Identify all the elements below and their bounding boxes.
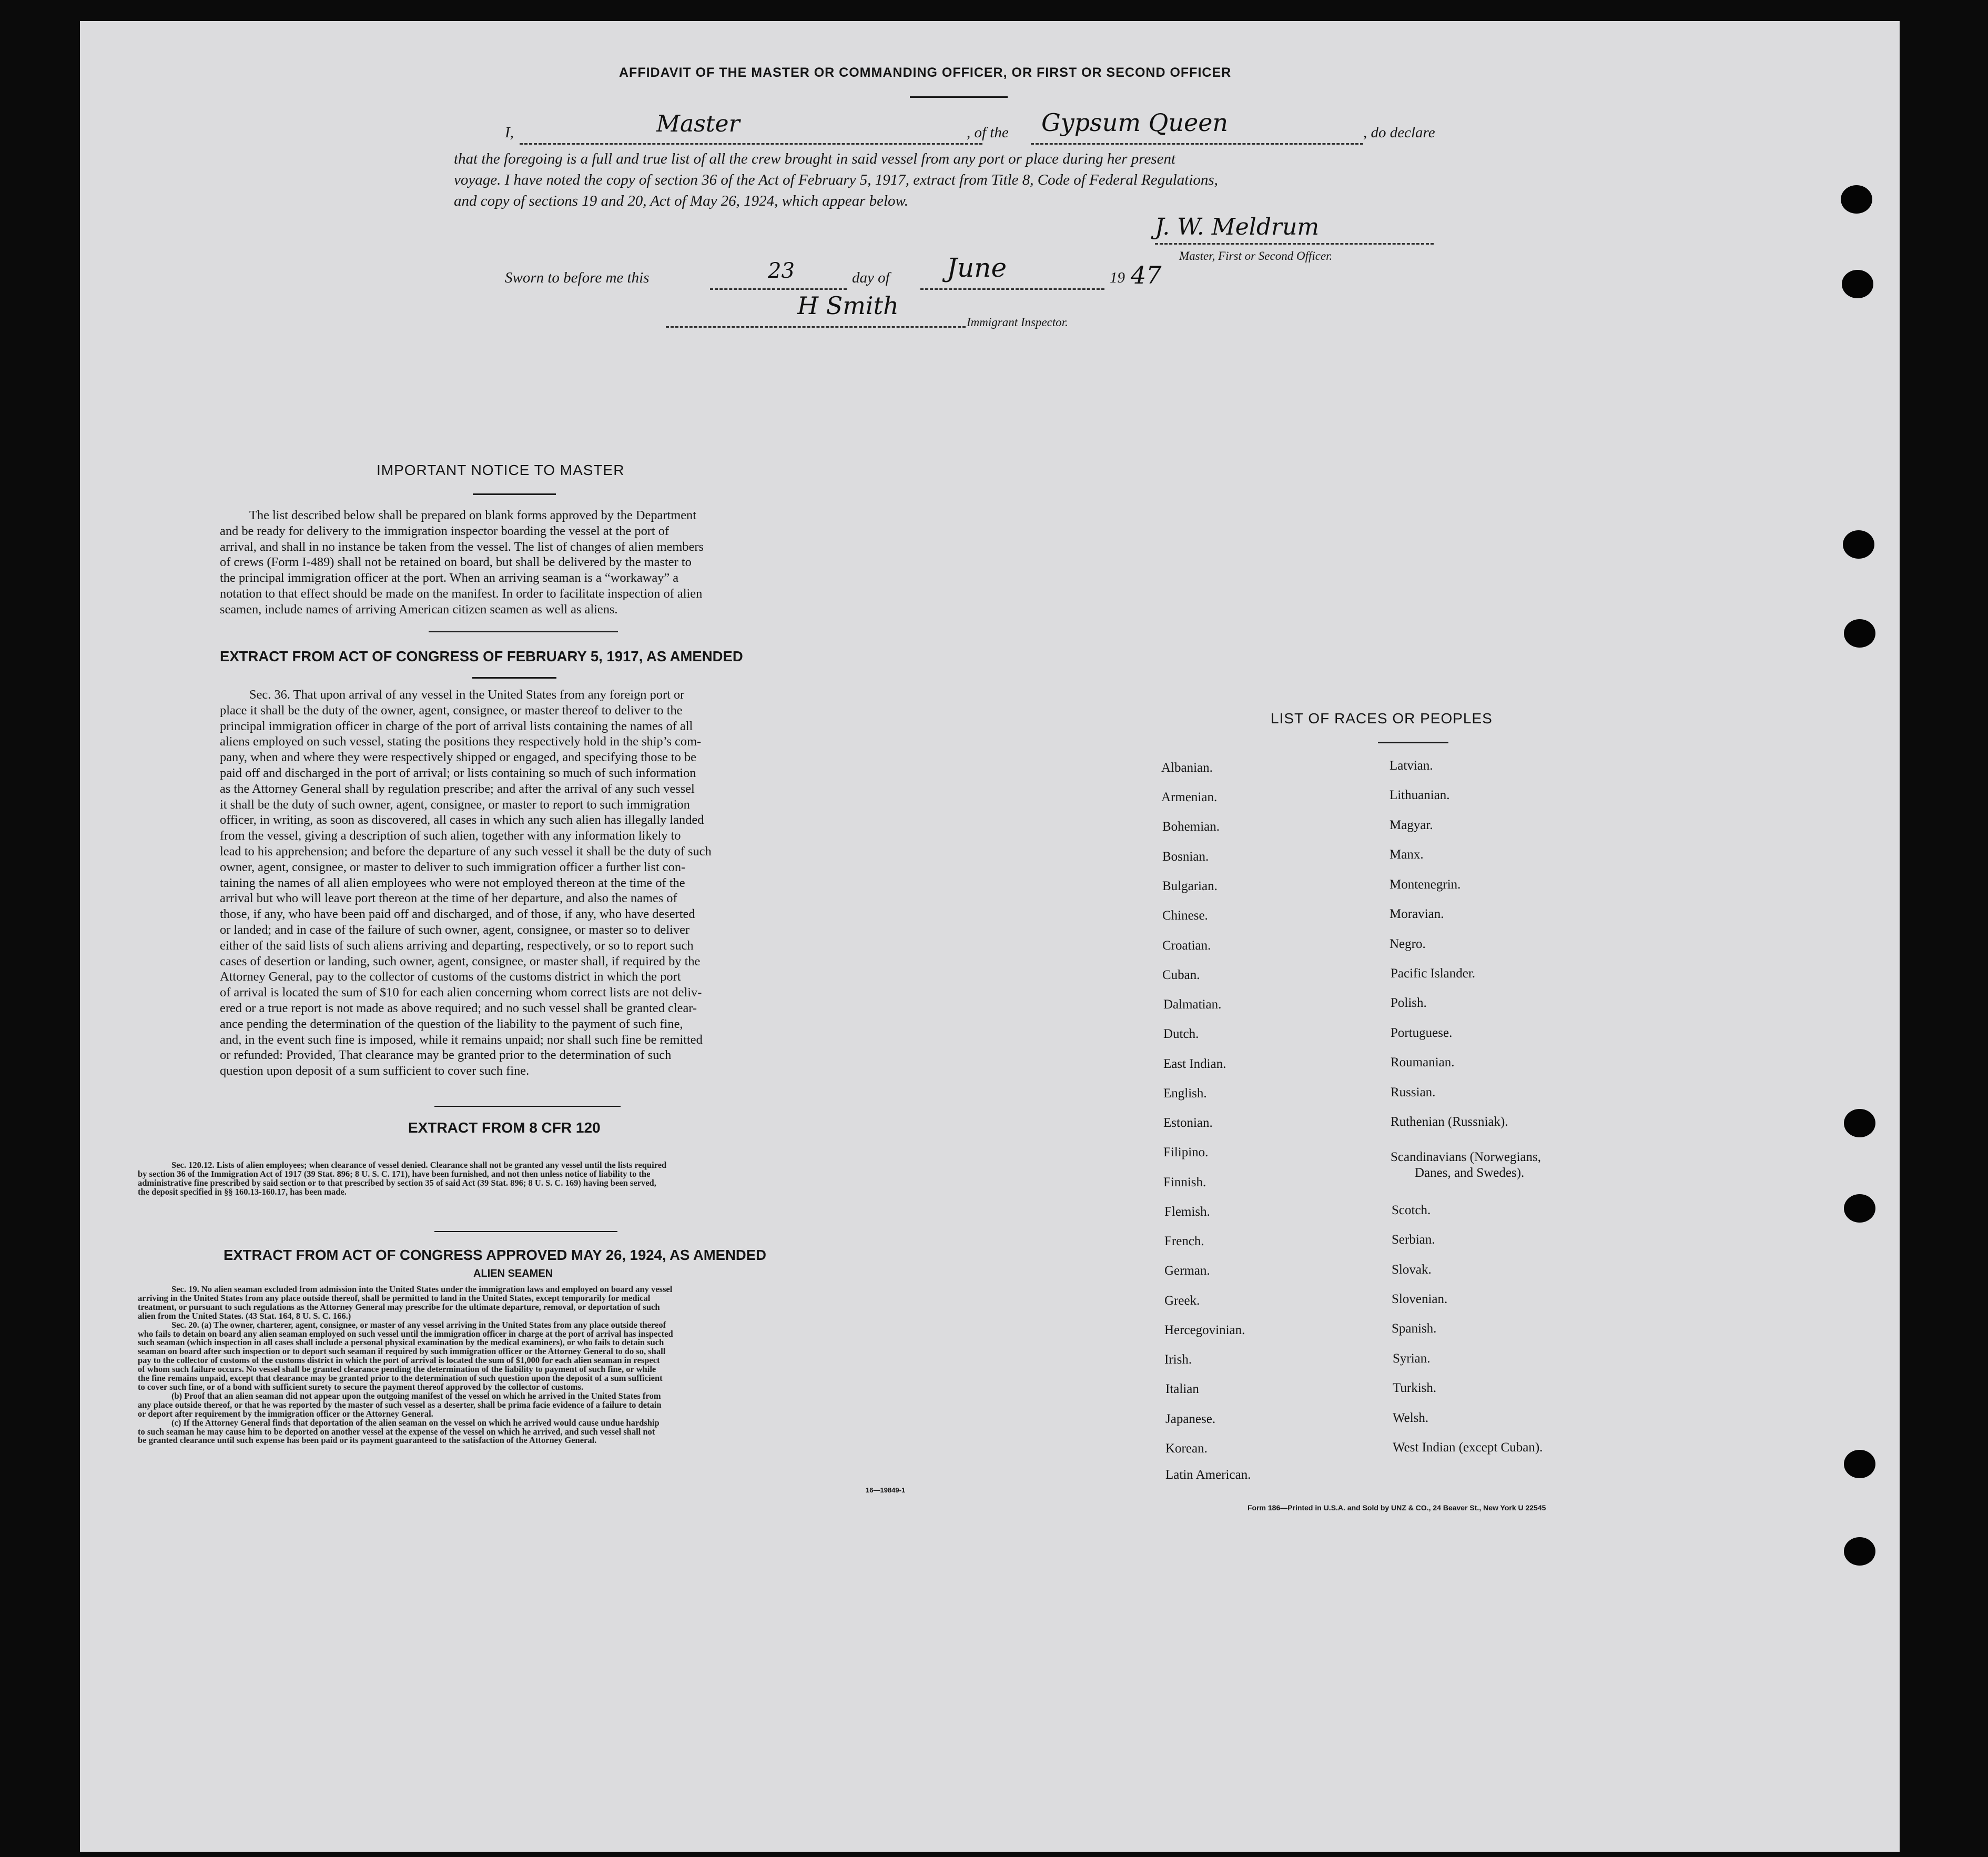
- race-scandinavians: Scandinavians (Norwegians,: [1391, 1150, 1541, 1164]
- race-portuguese: Portuguese.: [1391, 1026, 1453, 1040]
- sworn-prefix: Sworn to before me this: [505, 269, 650, 286]
- section-36-line: arrival but who will leave port thereon at the time of her departure, and also the names of: [220, 891, 677, 906]
- race-syrian: Syrian.: [1393, 1351, 1431, 1366]
- punch-hole-5: [1844, 1109, 1875, 1137]
- extract-1924-subheading: ALIEN SEAMEN: [473, 1268, 553, 1279]
- do-declare-label: , do declare: [1363, 124, 1435, 141]
- race-flemish: Flemish.: [1164, 1205, 1210, 1219]
- section-36-line: either of the said lists of such aliens arriving and departing, respectively, or so to report such: [220, 938, 694, 953]
- notice-line: and be ready for delivery to the immigration inspector boarding the vessel at the port of: [220, 523, 670, 538]
- race-montenegrin: Montenegrin.: [1389, 877, 1461, 892]
- race-slovak: Slovak.: [1392, 1263, 1432, 1277]
- race-moravian: Moravian.: [1389, 907, 1444, 921]
- inspector-signature: H Smith: [797, 291, 899, 320]
- section-36-line: as the Attorney General shall by regulation prescribe; and after the arrival of any such vessel: [220, 781, 695, 796]
- notice-body: [220, 508, 828, 618]
- affidavit-line1: [505, 108, 1467, 147]
- race-estonian: Estonian.: [1163, 1116, 1213, 1130]
- affidavit-body-line3: voyage. I have noted the copy of section 36 of the Act of February 5, 1917, extract from Title 8, Code of Federal Regulations,: [454, 171, 1218, 188]
- form-footer: Form 186—Printed in U.S.A. and Sold by UNZ & CO., 24 Beaver St., New York U 22545: [1247, 1503, 1546, 1512]
- extract-1917-heading: EXTRACT FROM ACT OF CONGRESS OF FEBRUARY 5, 1917, AS AMENDED: [220, 648, 743, 664]
- race-spanish: Spanish.: [1392, 1321, 1437, 1336]
- section-36-line: or landed; and in case of the failure of such owner, agent, consignee, or master so to deliver: [220, 922, 690, 937]
- print-code: 16—19849-1: [866, 1486, 906, 1494]
- notice-heading-underline: [473, 493, 556, 495]
- race-croatian: Croatian.: [1162, 938, 1211, 953]
- race-dutch: Dutch.: [1163, 1027, 1199, 1041]
- section-36-line: paid off and discharged in the port of arrival; or lists containing so much of such information: [220, 765, 696, 780]
- signature-caption: Master, First or Second Officer.: [1179, 249, 1333, 263]
- race-filipino: Filipino.: [1163, 1145, 1209, 1159]
- race-korean: Korean.: [1165, 1441, 1208, 1456]
- race-slovenian: Slovenian.: [1392, 1292, 1448, 1306]
- punch-hole-2: [1842, 270, 1873, 298]
- sworn-day-field: [710, 259, 847, 290]
- cfr-line: the deposit specified in §§ 160.13-160.17, has been made.: [138, 1186, 347, 1197]
- master-field: [520, 110, 982, 145]
- master-signature-line: [1155, 214, 1434, 245]
- race-irish: Irish.: [1164, 1353, 1192, 1367]
- sec-20c-line: be granted clearance until such expense has been paid or its payment guaranteed to the satisfaction of the Attorney General.: [138, 1435, 597, 1446]
- section-36-line: question upon deposit of a sum sufficient to cover such fine.: [220, 1064, 530, 1078]
- vessel-handwritten: Gypsum Queen: [1041, 108, 1229, 137]
- section-36-line: cases of desertion or landing, such owner, agent, consignee, or master shall, if required by the: [220, 954, 701, 968]
- sec-19-line: arriving in the United States from any place outside thereof, shall be permitted to land in the United States, except temporarily for medical: [138, 1293, 651, 1303]
- sec-20c-line: to such seaman he may cause him to be deported on another vessel at the expense of the vessel on which he arrived, and such vessel shall not: [138, 1426, 655, 1437]
- section-36-line: taining the names of all alien employees who were not employed thereon at the time of the: [220, 875, 685, 890]
- affidavit-body-line2: that the foregoing is a full and true list of all the crew brought in said vessel from any port or place during her present: [454, 150, 1176, 167]
- section-36-line: and, in the event such fine is imposed, while it remains unpaid; nor shall such fine be remitted: [220, 1032, 703, 1047]
- sec-20-line: such seaman (which inspection in all cases shall include a personal physical examination by the medical examiners), or who fails to detain such: [138, 1337, 664, 1348]
- race-bulgarian: Bulgarian.: [1162, 879, 1218, 893]
- section-36-line: place it shall be the duty of the owner, agent, consignee, or master thereof to deliver to the: [220, 703, 683, 718]
- notice-line: The list described below shall be prepared on blank forms approved by the Department: [249, 508, 697, 522]
- pronoun-i: I,: [505, 124, 514, 141]
- sec-20-line: of whom such failure occurs. No vessel shall be granted clearance pending the determination of the liability to payment of such fine, or while: [138, 1364, 656, 1375]
- race-english: English.: [1163, 1086, 1207, 1101]
- section-36-line: ance pending the determination of the question of the liability to the payment of such fine,: [220, 1016, 683, 1031]
- race-west-indian: West Indian (except Cuban).: [1393, 1440, 1543, 1455]
- notice-divider: [429, 631, 618, 632]
- race-scandinavians-cont: Danes, and Swedes).: [1415, 1166, 1525, 1180]
- race-french: French.: [1164, 1234, 1204, 1248]
- sec-20-line: Sec. 20. (a) The owner, charterer, agent, consignee, or master of any vessel arriving in the United States from any place outside thereof: [171, 1319, 666, 1330]
- race-polish: Polish.: [1391, 996, 1427, 1010]
- races-heading-underline: [1378, 742, 1448, 743]
- notice-line: notation to that effect should be made on the manifest. In order to facilitate inspection of alien: [220, 586, 703, 601]
- section-36-line: pany, when and where they were respectively shipped or engaged, and specifying those to be: [220, 750, 696, 765]
- notice-line: seamen, include names of arriving American citizen seamen as well as aliens.: [220, 602, 618, 617]
- race-pacific-islander: Pacific Islander.: [1391, 966, 1476, 981]
- punch-hole-7: [1844, 1450, 1875, 1478]
- cfr-line: administrative fine prescribed by said section or to that prescribed by section 35 of said Act (39 Stat. 896; 8 U. S. C. 169) having been served,: [138, 1177, 656, 1188]
- section-36-line: from the vessel, giving a description of such alien, together with any information likely to: [220, 829, 681, 843]
- race-albanian: Albanian.: [1161, 761, 1213, 775]
- race-latvian: Latvian.: [1389, 759, 1433, 773]
- sworn-year: 47: [1131, 261, 1162, 289]
- sworn-day: 23: [768, 259, 795, 283]
- sec-20-line: seaman on board after such inspection or to deport such seaman if required by such immigration officer or the Attorney General to do so, shall: [138, 1346, 666, 1357]
- race-bosnian: Bosnian.: [1162, 850, 1209, 864]
- race-bohemian: Bohemian.: [1162, 820, 1220, 834]
- inspector-caption: Immigrant Inspector.: [967, 316, 1068, 329]
- cfr-line: Sec. 120.12. Lists of alien employees; when clearance of vessel denied. Clearance shall not be granted any vessel until the lists required: [171, 1160, 667, 1170]
- section-36-line: aliens employed on such vessel, stating the positions they respectively hold in the ship’s com-: [220, 734, 702, 749]
- notice-line: of crews (Form I-489) shall not be retained on board, but shall be delivered by the master to: [220, 555, 692, 570]
- race-ruthenian: Ruthenian (Russniak).: [1391, 1115, 1508, 1129]
- cfr-heading: EXTRACT FROM 8 CFR 120: [408, 1119, 601, 1136]
- punch-hole-4: [1844, 619, 1875, 648]
- master-handwritten: Master: [656, 110, 740, 137]
- sec-20-line: pay to the collector of customs of the customs district in which the port of arrival is located the sum of $1,000 for each alien seaman in respect: [138, 1355, 660, 1366]
- race-chinese: Chinese.: [1162, 909, 1208, 923]
- day-of-label: day of: [852, 269, 890, 286]
- race-dalmatian: Dalmatian.: [1163, 997, 1222, 1012]
- sworn-month: June: [947, 253, 1007, 283]
- race-roumanian: Roumanian.: [1391, 1055, 1455, 1069]
- race-negro: Negro.: [1389, 937, 1426, 951]
- vessel-field: [1031, 108, 1363, 145]
- inspector-signature-line: [666, 291, 966, 328]
- section-36-line: lead to his apprehension; and before the departure of any such vessel it shall be the duty of such: [220, 844, 712, 859]
- section-36-line: Sec. 36. That upon arrival of any vessel in the United States from any foreign port or: [249, 688, 685, 702]
- races-heading: LIST OF RACES OR PEOPLES: [1271, 710, 1493, 726]
- section-36-line: owner, agent, consignee, or master to deliver to such immigration officer a further list con-: [220, 860, 686, 874]
- extract-1917-body: [220, 687, 828, 1079]
- title-underline: [910, 96, 1008, 98]
- cfr-body: [138, 1161, 916, 1197]
- race-latin-american: Latin American.: [1165, 1468, 1251, 1482]
- race-cuban: Cuban.: [1162, 968, 1200, 982]
- race-welsh: Welsh.: [1393, 1411, 1429, 1425]
- of-the-label: , of the: [967, 124, 1009, 141]
- sec-20b-line: or deport after requirement by the immigration officer or the Attorney General.: [138, 1408, 433, 1419]
- race-east-indian: East Indian.: [1163, 1057, 1226, 1071]
- sec-20c-line: (c) If the Attorney General finds that deportation of the alien seaman on the vessel on which he arrived would cause undue hardship: [171, 1417, 660, 1428]
- race-russian: Russian.: [1391, 1085, 1436, 1099]
- race-armenian: Armenian.: [1161, 790, 1218, 804]
- section-36-line: it shall be the duty of such owner, agent, consignee, or master to report to such immigration: [220, 797, 690, 812]
- section-36-line: Attorney General, pay to the collector of customs of the customs district in which the port: [220, 970, 681, 984]
- extract-1917-underline: [472, 677, 556, 679]
- cfr-divider: [434, 1231, 617, 1232]
- race-manx: Manx.: [1389, 847, 1424, 862]
- year-prefix: 19: [1110, 269, 1125, 286]
- race-german: German.: [1164, 1264, 1210, 1278]
- race-magyar: Magyar.: [1389, 818, 1433, 832]
- race-hercegovinian: Hercegovinian.: [1164, 1323, 1245, 1337]
- sworn-month-field: [920, 253, 1104, 290]
- sec-19-line: alien from the United States. (43 Stat. 164, 8 U. S. C. 166.): [138, 1310, 351, 1321]
- punch-hole-1: [1841, 185, 1872, 214]
- race-serbian: Serbian.: [1392, 1233, 1435, 1247]
- affidavit-body-line4: and copy of sections 19 and 20, Act of May 26, 1924, which appear below.: [454, 193, 908, 209]
- extract-1917-divider: [434, 1106, 621, 1107]
- sec-20-line: who fails to detain on board any alien seaman employed on such vessel until the immigration officer in charge at the port of arrival has inspected: [138, 1328, 673, 1339]
- affidavit-title: AFFIDAVIT OF THE MASTER OR COMMANDING OFFICER, OR FIRST OR SECOND OFFICER: [619, 65, 1232, 80]
- section-36-line: those, if any, who have been paid off and discharged, and of those, if any, who have deserted: [220, 907, 695, 922]
- extract-1924-heading: EXTRACT FROM ACT OF CONGRESS APPROVED MAY 26, 1924, AS AMENDED: [224, 1247, 766, 1263]
- notice-line: arrival, and shall in no instance be taken from the vessel. The list of changes of alien members: [220, 539, 704, 554]
- race-scotch: Scotch.: [1392, 1203, 1431, 1217]
- punch-hole-8: [1844, 1537, 1875, 1566]
- race-finnish: Finnish.: [1163, 1175, 1206, 1189]
- notice-line: the principal immigration officer at the port. When an arriving seaman is a “workaway” a: [220, 571, 679, 586]
- sec-20b-line: any place outside thereof, or that he was reported by the master of such vessel as a deserter, shall be prima facie evidence of a failure to detain: [138, 1399, 662, 1410]
- sec-20-line: the fine remains unpaid, except that clearance may be granted prior to the determination of such question upon the deposit of a sum sufficient: [138, 1373, 663, 1384]
- section-36-line: or refunded: Provided, That clearance may be granted prior to the determination of such: [220, 1048, 672, 1063]
- cfr-line: by section 36 of the Immigration Act of 1917 (39 Stat. 896; 8 U. S. C. 171), have been furnished, and not then unless notice of liability to the: [138, 1168, 651, 1179]
- punch-hole-3: [1843, 530, 1874, 559]
- punch-hole-6: [1844, 1194, 1875, 1223]
- race-turkish: Turkish.: [1393, 1381, 1437, 1395]
- race-italian: Italian: [1165, 1382, 1199, 1396]
- sec-19-line: Sec. 19. No alien seaman excluded from admission into the United States under the immigration laws and employed on board any vessel: [171, 1284, 673, 1294]
- section-36-line: ered or a true report is not made as above required; and no such vessel shall be granted clear-: [220, 1001, 697, 1015]
- sec-20-line: to cover such fine, or of a bond with sufficient surety to secure the payment thereof approved by the collector of customs.: [138, 1381, 584, 1392]
- notice-heading: IMPORTANT NOTICE TO MASTER: [377, 462, 625, 478]
- master-signature: J. W. Meldrum: [1155, 214, 1320, 240]
- section-36-line: of arrival is located the sum of $10 for each alien concerning whom correct lists are not deliv-: [220, 985, 702, 1000]
- race-lithuanian: Lithuanian.: [1389, 788, 1450, 802]
- sec-20b-line: (b) Proof that an alien seaman did not appear upon the outgoing manifest of the vessel on which he arrived in the United States from: [171, 1390, 661, 1401]
- section-36-line: principal immigration officer in charge of the port of arrival lists containing the names of all: [220, 719, 693, 733]
- race-japanese: Japanese.: [1165, 1412, 1216, 1426]
- sec-19-line: treatment, or pursuant to such regulations as the Attorney General may prescribe for the ultimate departure, removal, or deportation of such: [138, 1301, 660, 1312]
- race-greek: Greek.: [1164, 1294, 1200, 1308]
- section-36-line: officer, in writing, as soon as discovered, all cases in which any such alien has illegally landed: [220, 813, 704, 827]
- extract-1924-body: [138, 1285, 916, 1445]
